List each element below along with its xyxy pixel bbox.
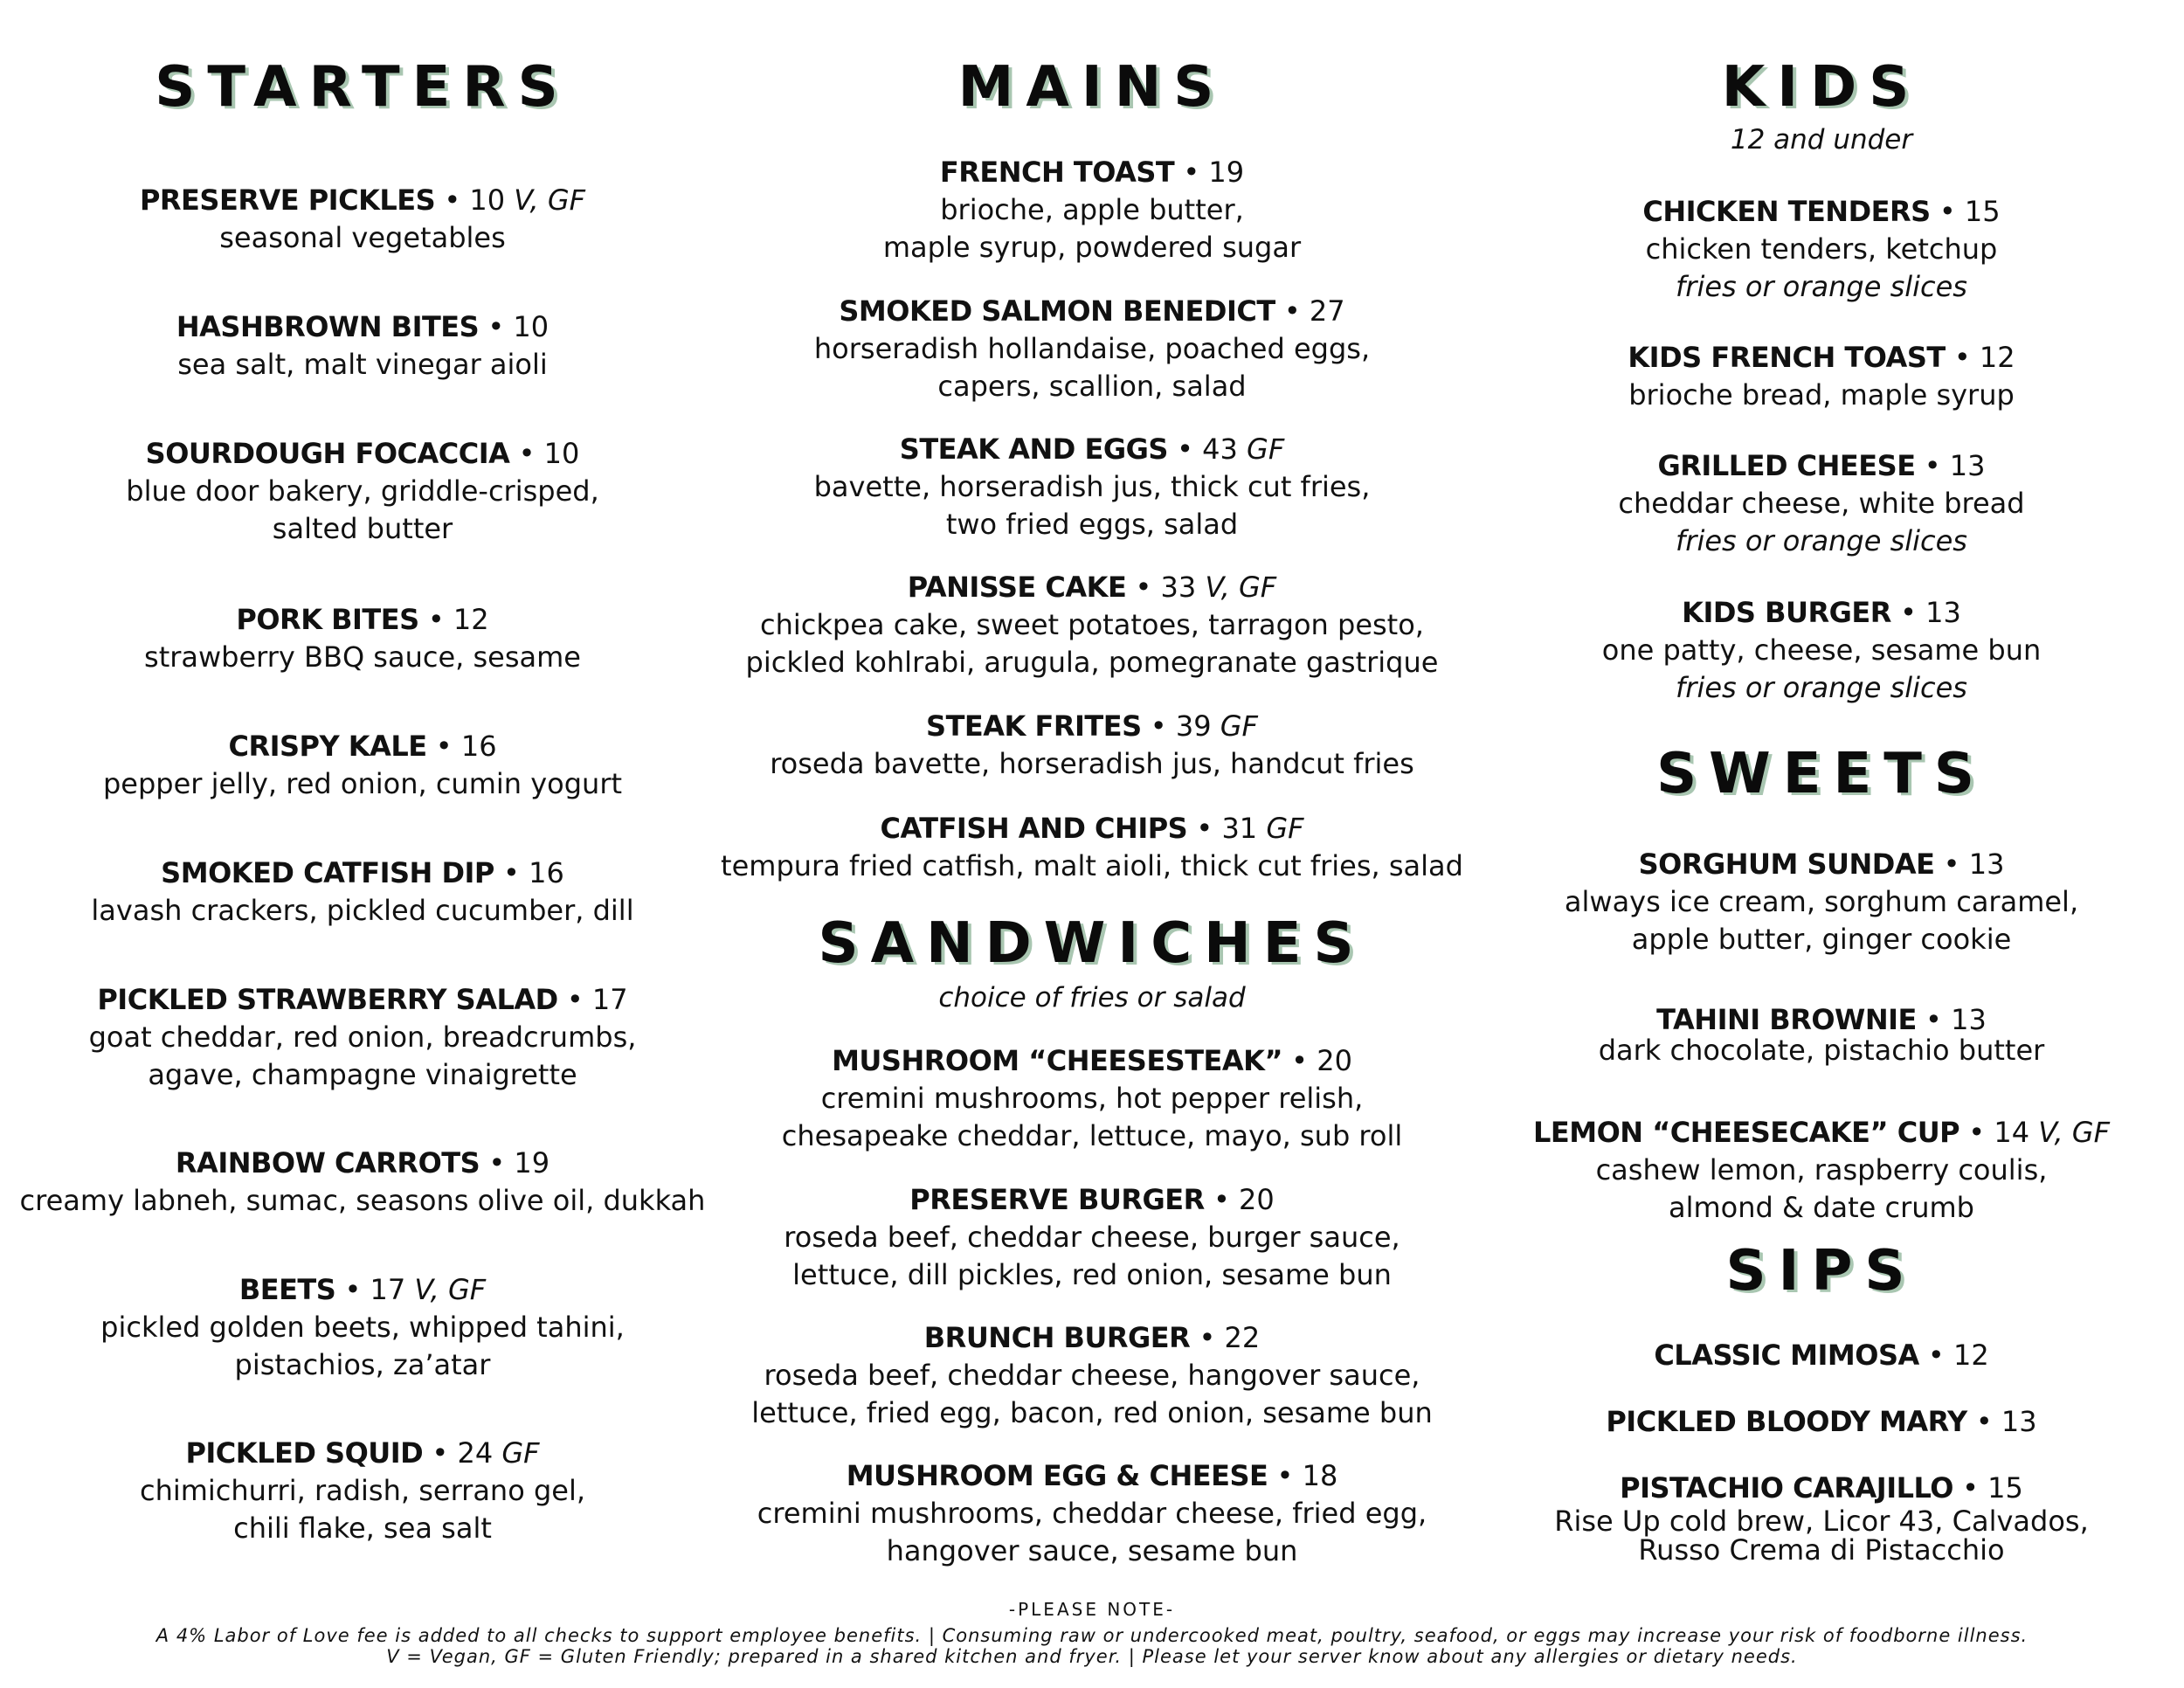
item-description: creamy labneh, sumac, seasons olive oil, dukkah <box>19 1184 706 1217</box>
item-description: bavette, horseradish jus, thick cut fries, two fried eggs, salad <box>813 470 1371 541</box>
item-description: pickled golden beets, whipped tahini, pistachios, za’atar <box>100 1311 625 1381</box>
menu-item <box>1476 1337 2167 1374</box>
item-diet: V, GF <box>2038 1116 2110 1149</box>
menu-item <box>17 854 708 930</box>
item-name: PICKLED BLOODY MARY <box>1606 1405 1967 1438</box>
item-name: STEAK FRITES <box>926 709 1142 743</box>
item-price: • 20 <box>1213 1183 1275 1216</box>
item-diet: V, GF <box>414 1273 487 1306</box>
item-name: MUSHROOM EGG & CHEESE <box>846 1459 1268 1492</box>
sandwiches-heading: SANDWICHES <box>818 911 1366 976</box>
menu-item <box>708 431 1476 543</box>
item-description: chimichurri, radish, serrano gel, chili flake, sea salt <box>139 1474 586 1545</box>
menu-item <box>17 308 708 384</box>
menu-item <box>708 293 1476 405</box>
item-price: • 14 <box>1968 1116 2030 1149</box>
item-name: BEETS <box>238 1273 336 1306</box>
item-name: STEAK AND EGGS <box>899 432 1168 466</box>
menu-item <box>708 569 1476 681</box>
menu-item <box>17 435 708 548</box>
item-name: PISTACHIO CARAJILLO <box>1620 1471 1953 1505</box>
item-description: tempura fried catfish, malt aioli, thick cut fries, salad <box>721 849 1463 882</box>
item-price: • 18 <box>1276 1459 1338 1492</box>
menu-item <box>1476 1470 2167 1565</box>
item-price: • 33 <box>1135 571 1197 604</box>
kids-heading: KIDS <box>1721 55 1922 120</box>
mains-heading: MAINS <box>957 55 1227 120</box>
item-side-options: fries or orange slices <box>1676 524 1967 557</box>
menu-item <box>1476 1403 2167 1441</box>
item-side-options: fries or orange slices <box>1676 270 1967 303</box>
item-description: brioche, apple butter, maple syrup, powdered sugar <box>882 193 1302 264</box>
item-name: PICKLED SQUID <box>185 1436 424 1470</box>
menu-item <box>17 1435 708 1547</box>
item-price: • 12 <box>1927 1339 1989 1372</box>
item-name: SOURDOUGH FOCACCIA <box>145 437 510 470</box>
menu-item <box>1476 1005 2167 1066</box>
item-price: • 17 <box>566 983 628 1016</box>
item-description: lavash crackers, pickled cucumber, dill <box>91 894 634 927</box>
item-price: • 19 <box>1183 156 1245 189</box>
menu-item <box>17 1145 708 1220</box>
menu-item <box>1476 1114 2167 1227</box>
item-price: • 16 <box>435 730 497 763</box>
item-name: SMOKED SALMON BENEDICT <box>839 294 1275 328</box>
item-price: • 31 <box>1196 812 1258 845</box>
item-price: • 13 <box>1943 847 2005 881</box>
item-name: CATFISH AND CHIPS <box>880 812 1188 845</box>
item-description: cheddar cheese, white bread <box>1618 487 2025 520</box>
menu-item <box>708 1042 1476 1155</box>
menu-item <box>1476 447 2167 560</box>
item-price: • 10 <box>444 183 506 217</box>
menu-item <box>1476 846 2167 958</box>
starters-heading: STARTERS <box>155 55 570 120</box>
menu-item <box>1476 193 2167 306</box>
item-name: CHICKEN TENDERS <box>1642 195 1931 228</box>
item-name: GRILLED CHEESE <box>1657 449 1916 482</box>
item-name: BRUNCH BURGER <box>923 1321 1191 1354</box>
menu-item <box>17 1271 708 1384</box>
kids-subtitle: 12 and under <box>1730 124 1913 156</box>
item-price: • 16 <box>503 856 564 889</box>
item-description: cashew lemon, raspberry coulis, almond & date crumb <box>1595 1153 2048 1224</box>
item-price: • 13 <box>1925 1003 1987 1036</box>
item-name: PORK BITES <box>236 603 419 636</box>
item-price: • 13 <box>1924 449 1986 482</box>
item-name: CRISPY KALE <box>228 730 427 763</box>
item-name: PRESERVE BURGER <box>909 1183 1205 1216</box>
item-name: MUSHROOM “CHEESESTEAK” <box>832 1044 1282 1077</box>
item-name: HASHBROWN BITES <box>176 310 480 343</box>
item-price: • 13 <box>1975 1405 2037 1438</box>
item-description: brioche bread, maple syrup <box>1628 378 2015 412</box>
footer-line-2: V = Vegan, GF = Gluten Friendly; prepared in a shared kitchen and fryer. | Please let your server know about any allergies or dietary needs. <box>386 1646 1798 1667</box>
item-name: CLASSIC MIMOSA <box>1654 1339 1919 1372</box>
item-diet: V, GF <box>1205 571 1277 604</box>
item-description: goat cheddar, red onion, breadcrumbs, agave, champagne vinaigrette <box>88 1020 637 1091</box>
item-price: • 12 <box>1953 341 2015 374</box>
menu-item <box>708 810 1476 885</box>
item-diet: GF <box>1266 812 1304 845</box>
item-price: • 15 <box>1939 195 2001 228</box>
item-price: • 15 <box>1962 1471 2023 1505</box>
menu-item <box>708 1181 1476 1294</box>
item-description: chickpea cake, sweet potatoes, tarragon pesto, pickled kohlrabi, arugula, pomegranate gastrique <box>745 608 1439 679</box>
item-description: roseda beef, cheddar cheese, burger sauce, lettuce, dill pickles, red onion, sesame bun <box>784 1221 1400 1291</box>
item-name: SMOKED CATFISH DIP <box>161 856 494 889</box>
item-name: TAHINI BROWNIE <box>1656 1003 1917 1036</box>
menu-item <box>1476 594 2167 707</box>
menu-item <box>708 708 1476 783</box>
footer-title: -PLEASE NOTE- <box>1008 1599 1176 1620</box>
item-name: KIDS FRENCH TOAST <box>1628 341 1946 374</box>
menu-item <box>17 182 708 257</box>
item-name: FRENCH TOAST <box>939 156 1175 189</box>
item-price: • 39 <box>1150 709 1212 743</box>
item-diet: GF <box>501 1436 540 1470</box>
item-description: seasonal vegetables <box>219 221 506 254</box>
item-description: horseradish hollandaise, poached eggs, capers, scallion, salad <box>813 332 1371 403</box>
menu-item <box>708 1319 1476 1432</box>
item-description: cremini mushrooms, cheddar cheese, fried egg, hangover sauce, sesame bun <box>757 1497 1427 1567</box>
item-price: • 17 <box>344 1273 406 1306</box>
item-price: • 13 <box>1900 596 1961 629</box>
item-side-options: fries or orange slices <box>1676 671 1967 704</box>
item-price: • 10 <box>487 310 549 343</box>
sandwiches-subtitle: choice of fries or salad <box>938 982 1246 1013</box>
item-description: dark chocolate, pistachio butter <box>1598 1034 2045 1067</box>
sips-heading: SIPS <box>1725 1239 1918 1304</box>
item-description: blue door bakery, griddle-crisped, salted butter <box>126 474 599 545</box>
item-name: RAINBOW CARROTS <box>175 1146 480 1180</box>
item-price: • 22 <box>1199 1321 1261 1354</box>
item-price: • 20 <box>1291 1044 1352 1077</box>
menu-item <box>17 728 708 803</box>
item-name: LEMON “CHEESECAKE” CUP <box>1532 1116 1960 1149</box>
menu-item <box>708 1457 1476 1570</box>
item-name: PRESERVE PICKLES <box>139 183 436 217</box>
footer-line-1: A 4% Labor of Love fee is added to all checks to support employee benefits. | Consuming raw or undercooked meat, poultry, seafood, or eggs may increase your risk of foodborne illness. <box>156 1625 2028 1646</box>
item-description: cremini mushrooms, hot pepper relish, chesapeake cheddar, lettuce, mayo, sub roll <box>781 1082 1403 1152</box>
footer-note <box>0 1599 2184 1667</box>
menu-item <box>17 601 708 676</box>
item-price: • 27 <box>1283 294 1345 328</box>
item-price: • 43 <box>1177 432 1238 466</box>
item-description: roseda bavette, horseradish jus, handcut fries <box>770 747 1414 780</box>
menu-item <box>17 981 708 1094</box>
item-price: • 10 <box>518 437 580 470</box>
item-name: SORGHUM SUNDAE <box>1638 847 1935 881</box>
item-price: • 19 <box>488 1146 550 1180</box>
item-description: sea salt, malt vinegar aioli <box>177 348 548 381</box>
item-description: pepper jelly, red onion, cumin yogurt <box>102 767 623 800</box>
item-diet: GF <box>1247 432 1285 466</box>
item-price: • 12 <box>427 603 489 636</box>
sweets-heading: SWEETS <box>1656 742 1987 806</box>
item-description: one patty, cheese, sesame bun <box>1601 633 2042 667</box>
item-description: strawberry BBQ sauce, sesame <box>144 640 581 674</box>
item-diet: GF <box>1220 709 1258 743</box>
item-name: PANISSE CAKE <box>907 571 1127 604</box>
menu-item <box>1476 339 2167 414</box>
item-name: KIDS BURGER <box>1682 596 1891 629</box>
item-name: PICKLED STRAWBERRY SALAD <box>97 983 558 1016</box>
item-description: chicken tenders, ketchup <box>1645 232 1998 266</box>
item-price: • 24 <box>432 1436 494 1470</box>
menu-item <box>708 154 1476 266</box>
item-description: Rise Up cold brew, Licor 43, Calvados, Russo Crema di Pistacchio <box>1554 1505 2089 1567</box>
item-description: roseda beef, cheddar cheese, hangover sauce, lettuce, fried egg, bacon, red onion, sesame bun <box>751 1359 1433 1429</box>
item-diet: V, GF <box>514 183 586 217</box>
item-description: always ice cream, sorghum caramel, apple butter, ginger cookie <box>1564 885 2079 956</box>
